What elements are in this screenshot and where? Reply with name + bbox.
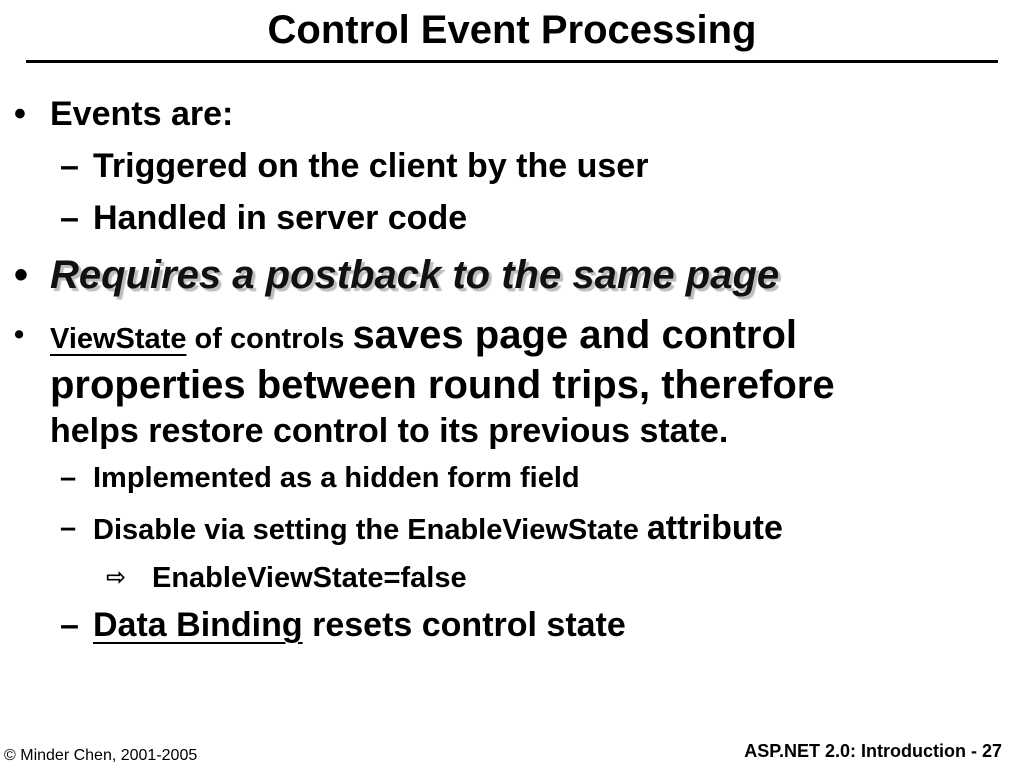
databinding-link[interactable]: Data Binding: [93, 606, 303, 644]
bullet-postback-text: Requires a postback to the same page: [50, 253, 780, 297]
subsubbullet-enable-false-text: EnableViewState=false: [152, 562, 467, 594]
slide-title: Control Event Processing: [267, 8, 757, 52]
databinding-text: resets control state: [302, 606, 626, 644]
viewstate-text-part1: of controls: [186, 323, 353, 355]
footer-course-page: ASP.NET 2.0: Introduction - 27: [744, 741, 1002, 761]
footer-copyright: © Minder Chen, 2001-2005: [4, 747, 198, 764]
dash-marker: –: [60, 462, 77, 494]
bullet-marker: •: [14, 95, 26, 133]
dash-marker: –: [60, 606, 79, 644]
viewstate-link[interactable]: ViewState: [50, 323, 187, 355]
arrow-right-icon: ⇨: [106, 564, 127, 591]
subbullet-disable-text: Disable via setting the EnableViewState: [93, 514, 647, 546]
dash-marker: –: [60, 147, 79, 185]
viewstate-text-line2: properties between round trips, therefore: [50, 363, 835, 407]
subbullet-triggered-text: Triggered on the client by the user: [93, 147, 649, 185]
bullet-marker: •: [14, 319, 25, 351]
subbullet-handled-text: Handled in server code: [93, 199, 468, 237]
viewstate-text-line3: helps restore control to its previous state.: [50, 412, 729, 450]
bullet-events-text: Events are:: [50, 95, 234, 133]
viewstate-text-part2: saves page and control: [352, 313, 798, 357]
subbullet-hidden-field-text: Implemented as a hidden form field: [93, 462, 580, 494]
bullet-marker: •: [14, 253, 29, 297]
subbullet-disable-attribute: attribute: [646, 509, 783, 547]
dash-marker: –: [60, 199, 79, 237]
title-underline-divider: [26, 60, 998, 63]
dash-marker: –: [60, 512, 77, 544]
